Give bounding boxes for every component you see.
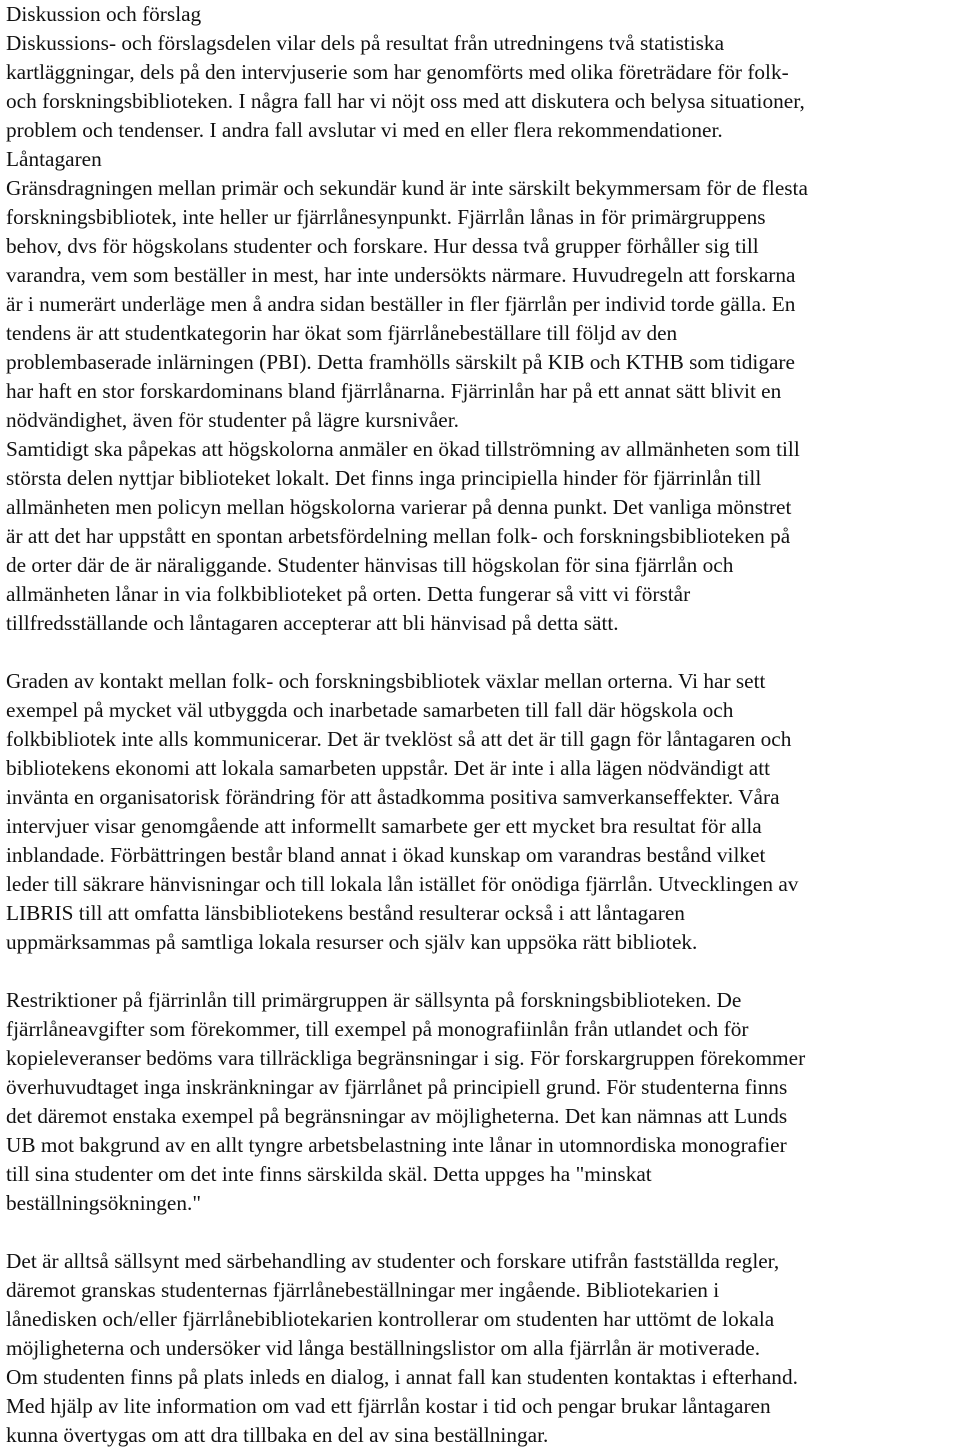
text-line: största delen nyttjar biblioteket lokalt. Det finns inga principiella hinder för fjärrinlån till [6, 466, 762, 490]
text-line: exempel på mycket väl utbyggda och inarbetade samarbeten till fall där högskola och [6, 698, 734, 722]
text-line: behov, dvs för högskolans studenter och forskare. Hur dessa två grupper förhåller sig till [6, 234, 759, 258]
text-line: möjligheterna och undersöker vid långa beställningslistor om alla fjärrlån är motiverade. [6, 1336, 761, 1360]
text-line: bibliotekens ekonomi att lokala samarbeten uppstår. Det är inte i alla lägen nödvändigt att [6, 756, 771, 780]
text-line: intervjuer visar genomgående att informellt samarbete ger ett mycket bra resultat för alla [6, 814, 762, 838]
section-heading: Diskussion och förslag [6, 2, 202, 26]
text-line: invänta en organisatorisk förändring för att åstadkomma positiva samverkanseffekter. Våra [6, 785, 780, 809]
text-line: problembaserade inlärningen (PBI). Detta framhölls särskilt på KIB och KTHB som tidigare [6, 350, 795, 374]
text-line: problem och tendenser. I andra fall avslutar vi med en eller flera rekommendationer. [6, 118, 723, 142]
text-line: folkbibliotek inte alls kommunicerar. Det är tveklöst så att det är till gagn för låntagaren och [6, 727, 792, 751]
text-line: beställningsökningen." [6, 1191, 202, 1215]
text-line: inblandade. Förbättringen består bland annat i ökad kunskap om varandras bestånd vilket [6, 843, 766, 867]
text-line: överhuvudtaget inga inskränkningar av fjärrlånet på principiell grund. För studenterna finns [6, 1075, 788, 1099]
text-line: Graden av kontakt mellan folk- och forskningsbibliotek växlar mellan orterna. Vi har sett [6, 669, 766, 693]
text-line: det däremot enstaka exempel på begränsningar av möjligheterna. Det kan nämnas att Lunds [6, 1104, 788, 1128]
text-line: Samtidigt ska påpekas att högskolorna anmäler en ökad tillströmning av allmänheten som till [6, 437, 800, 461]
paragraph-3 [6, 667, 956, 957]
text-line: uppmärksammas på samtliga lokala resurser och själv kan uppsöka rätt bibliotek. [6, 930, 698, 954]
paragraph-spacer [6, 957, 956, 986]
paragraph-spacer [6, 1218, 956, 1247]
text-line: allmänheten men policyn mellan högskolorna varierar på denna punkt. Det vanliga mönstret [6, 495, 792, 519]
text-line: tillfredsställande och låntagaren accepterar att bli hänvisad på detta sätt. [6, 611, 619, 635]
text-line: är i numerärt underläge men å andra sidan beställer in fler fjärrlån per individ torde gälla. En [6, 292, 796, 316]
text-line: Med hjälp av lite information om vad ett fjärrlån kostar i tid och pengar brukar låntagaren [6, 1394, 771, 1418]
text-line: är att det har uppstått en spontan arbetsfördelning mellan folk- och forskningsbiblioteken på [6, 524, 791, 548]
text-line: till sina studenter om det inte finns särskilda skäl. Detta uppges ha "minskat [6, 1162, 652, 1186]
paragraph-1 [6, 174, 956, 435]
text-line: forskningsbibliotek, inte heller ur fjärrlånesynpunkt. Fjärrlån lånas in för primärgruppens [6, 205, 766, 229]
text-line: Gränsdragningen mellan primär och sekundär kund är inte särskilt bekymmersam för de flesta [6, 176, 808, 200]
paragraph-5 [6, 1247, 956, 1450]
paragraph-spacer [6, 638, 956, 667]
text-line: leder till säkrare hänvisningar och till lokala lån istället för onödiga fjärrlån. Utvecklingen av [6, 872, 799, 896]
text-line: LIBRIS till att omfatta länsbibliotekens bestånd resulterar också i att låntagaren [6, 901, 685, 925]
text-line: kopieleveranser bedöms vara tillräckliga begränsningar i sig. För forskargruppen förekommer [6, 1046, 806, 1070]
text-line: varandra, vem som beställer in mest, har inte undersökts närmare. Huvudregeln att forskarna [6, 263, 796, 287]
paragraph-4 [6, 986, 956, 1218]
subsection-heading: Låntagaren [6, 147, 102, 171]
text-line: tendens är att studentkategorin har ökat som fjärrlånebeställare till följd av den [6, 321, 678, 345]
text-line: däremot granskas studenternas fjärrlånebeställningar mer ingående. Bibliotekarien i [6, 1278, 720, 1302]
text-line: de orter där de är näraliggande. Studenter hänvisas till högskolan för sina fjärrlån och [6, 553, 734, 577]
text-line: Det är alltså sällsynt med särbehandling av studenter och forskare utifrån fastställda regler, [6, 1249, 780, 1273]
text-line: Restriktioner på fjärrinlån till primärgruppen är sällsynta på forskningsbiblioteken. De [6, 988, 742, 1012]
paragraph-2 [6, 435, 956, 638]
text-line: Diskussions- och förslagsdelen vilar dels på resultat från utredningens två statistiska [6, 31, 725, 55]
text-line: kartläggningar, dels på den intervjuserie som har genomförts med olika företrädare för folk- [6, 60, 789, 84]
text-line: allmänheten lånar in via folkbiblioteket på orten. Detta fungerar så vitt vi förstår [6, 582, 691, 606]
text-line: fjärrlåneavgifter som förekommer, till exempel på monografiinlån från utlandet och för [6, 1017, 749, 1041]
text-line: lånedisken och/eller fjärrlånebibliotekarien kontrollerar om studenten har uttömt de lokala [6, 1307, 775, 1331]
text-line: har haft en stor forskardominans bland fjärrlånarna. Fjärrinlån har på ett annat sätt blivit en [6, 379, 782, 403]
text-line: kunna övertygas om att dra tillbaka en del av sina beställningar. [6, 1423, 549, 1447]
text-line: nödvändighet, även för studenter på lägre kursnivåer. [6, 408, 459, 432]
text-line: och forskningsbiblioteken. I några fall har vi nöjt oss med att diskutera och belysa situationer, [6, 89, 805, 113]
text-line: UB mot bakgrund av en allt tyngre arbetsbelastning inte lånar in utomnordiska monografier [6, 1133, 787, 1157]
text-line: Om studenten finns på plats inleds en dialog, i annat fall kan studenten kontaktas i efterhand. [6, 1365, 798, 1389]
intro-paragraph [6, 29, 956, 145]
